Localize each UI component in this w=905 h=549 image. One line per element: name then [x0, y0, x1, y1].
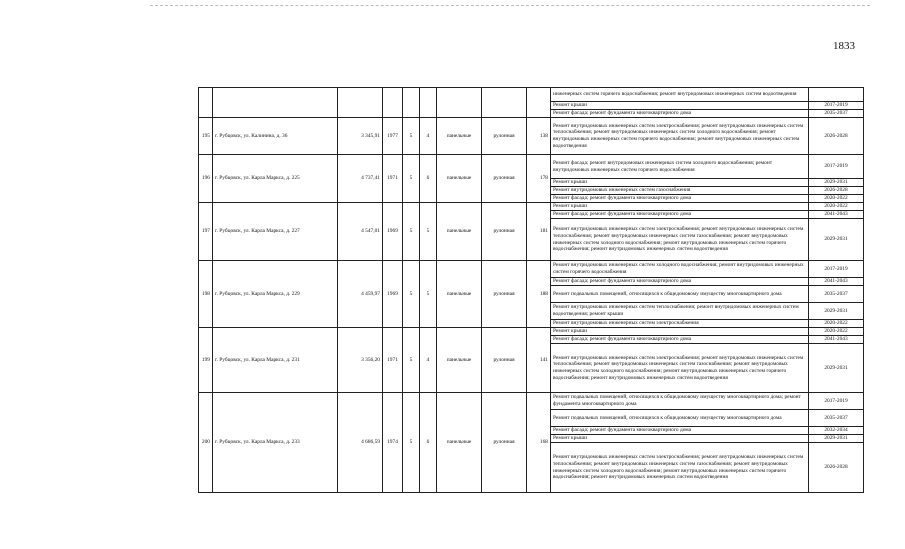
roof-type-cell: рулонная — [482, 155, 527, 203]
roof-type-cell: рулонная — [482, 118, 527, 155]
period-cell: 2017-2019 — [809, 261, 864, 278]
period-cell: 2041-2043 — [809, 211, 864, 219]
period-cell: 2026-2028 — [809, 187, 864, 195]
build-year-cell: 1977 — [383, 118, 403, 155]
empty-cell — [527, 88, 551, 118]
wall-material-cell: панельные — [437, 393, 482, 493]
entrances-cell: 6 — [420, 155, 437, 203]
period-cell: 2029-2031 — [809, 179, 864, 187]
floors-cell: 5 — [403, 393, 420, 493]
period-cell: 2017-2019 — [809, 155, 864, 179]
empty-cell — [199, 88, 213, 118]
work-cell: Ремонт крыши — [551, 203, 809, 211]
period-cell: 2017-2019 — [809, 393, 864, 410]
work-cell: Ремонт крыши — [551, 435, 809, 443]
floors-cell: 5 — [403, 203, 420, 261]
work-cell: Ремонт внутридомовых инженерных систем холодного водоснабжения; ремонт внутридомовых инженерных систем горячего водоснабжения — [551, 261, 809, 278]
period-cell: 2020-2022 — [809, 195, 864, 203]
page-number: 1833 — [833, 40, 855, 52]
house-number-cell: 197 — [199, 203, 213, 261]
work-cell: Ремонт крыши — [551, 179, 809, 187]
work-cell: Ремонт фасада; ремонт фундамента многоквартирного дома — [551, 336, 809, 344]
wall-material-cell: панельные — [437, 328, 482, 393]
repair-schedule-table — [198, 87, 864, 493]
work-cell: инженерных систем горячего водоснабжения; ремонт внутридомовых инженерных систем водоотведения — [551, 88, 809, 102]
work-cell: Ремонт подвальных помещений, относящихся к общедомовому имуществу многоквартирного дома — [551, 286, 809, 303]
period-cell: 2029-2031 — [809, 435, 864, 443]
entrances-cell: 5 — [420, 203, 437, 261]
entrances-cell: 4 — [420, 328, 437, 393]
period-cell: 2020-2022 — [809, 328, 864, 336]
residents-cell: 138 — [527, 118, 551, 155]
house-number-cell: 199 — [199, 328, 213, 393]
period-cell: 2029-2031 — [809, 303, 864, 320]
work-cell: Ремонт фасада; ремонт фундамента многоквартирного дома — [551, 211, 809, 219]
house-number-cell: 198 — [199, 261, 213, 328]
build-year-cell: 1969 — [383, 261, 403, 328]
period-cell: 2026-2028 — [809, 118, 864, 155]
work-cell: Ремонт подвальных помещений, относящихся к общедомовому имуществу многоквартирного дома — [551, 410, 809, 427]
work-cell: Ремонт внутридомовых инженерных систем электроснабжения; ремонт внутридомовых инженерных систем теплоснабжения; ремонт внутридомовых инженерных систем газоснабжения; ремонт внутридомовых инженерных систем холодного водоснабжения; ремонт внутридомовых инженерных систем горячего водоснабжения; ремонт внутридомовых инженерных систем водоотведения — [551, 219, 809, 261]
area-cell: 4 459,97 — [338, 261, 383, 328]
area-cell: 3 356,20 — [338, 328, 383, 393]
period-cell: 2029-2031 — [809, 219, 864, 261]
address-cell: г. Рубцовск, ул. Карла Маркса, д. 229 — [213, 261, 338, 328]
work-cell: Ремонт внутридомовых инженерных систем газоснабжения — [551, 187, 809, 195]
residents-cell: 178 — [527, 155, 551, 203]
floors-cell: 5 — [403, 328, 420, 393]
work-cell: Ремонт внутридомовых инженерных систем электроснабжения — [551, 320, 809, 328]
empty-cell — [338, 88, 383, 118]
roof-type-cell: рулонная — [482, 261, 527, 328]
area-cell: 4 737,41 — [338, 155, 383, 203]
table-body — [199, 88, 864, 493]
work-cell: Ремонт внутридомовых инженерных систем электроснабжения; ремонт внутридомовых инженерных систем теплоснабжения; ремонт внутридомовых инженерных систем газоснабжения; ремонт внутридомовых инженерных систем холодного водоснабжения; ремонт внутридомовых инженерных систем горячего водоснабжения; ремонт внутридомовых инженерных систем водоотведения — [551, 344, 809, 393]
table-row — [199, 393, 864, 410]
wall-material-cell: панельные — [437, 261, 482, 328]
work-cell: Ремонт фасада; ремонт фундамента многоквартирного дома — [551, 195, 809, 203]
table-row — [199, 261, 864, 278]
roof-type-cell: рулонная — [482, 393, 527, 493]
house-number-cell: 196 — [199, 155, 213, 203]
table-row — [199, 203, 864, 211]
table-row — [199, 155, 864, 179]
period-cell: 2035-2037 — [809, 286, 864, 303]
empty-cell — [420, 88, 437, 118]
area-cell: 4 686,59 — [338, 393, 383, 493]
empty-cell — [403, 88, 420, 118]
empty-cell — [482, 88, 527, 118]
period-cell: 2020-2022 — [809, 320, 864, 328]
period-cell: 2026-2028 — [809, 443, 864, 493]
entrances-cell: 6 — [420, 393, 437, 493]
address-cell: г. Рубцовск, ул. Калинина, д. 36 — [213, 118, 338, 155]
wall-material-cell: панельные — [437, 203, 482, 261]
house-number-cell: 195 — [199, 118, 213, 155]
work-cell: Ремонт подвальных помещений, относящихся к общедомовому имуществу многоквартирного дома; ремонт фундамента многоквартирного дома — [551, 393, 809, 410]
period-cell: 2035-2037 — [809, 410, 864, 427]
wall-material-cell: панельные — [437, 118, 482, 155]
work-cell: Ремонт внутридомовых инженерных систем электроснабжения; ремонт внутридомовых инженерных систем теплоснабжения; ремонт внутридомовых инженерных систем газоснабжения; ремонт внутридомовых инженерных систем холодного водоснабжения; ремонт внутридомовых инженерных систем горячего водоснабжения; ремонт внутридомовых инженерных систем водоотведения — [551, 443, 809, 493]
residents-cell: 188 — [527, 261, 551, 328]
table-row — [199, 88, 864, 102]
floors-cell: 5 — [403, 261, 420, 328]
residents-cell: 181 — [527, 203, 551, 261]
work-cell: Ремонт внутридомовых инженерных систем теплоснабжения; ремонт внутридомовых инженерных систем водоотведения; ремонт крыши — [551, 303, 809, 320]
period-cell: 2029-2031 — [809, 344, 864, 393]
address-cell: г. Рубцовск, ул. Карла Маркса, д. 227 — [213, 203, 338, 261]
floors-cell: 5 — [403, 118, 420, 155]
work-cell: Ремонт фасада; ремонт фундамента многоквартирного дома — [551, 278, 809, 286]
period-cell: 2041-2043 — [809, 278, 864, 286]
house-number-cell: 200 — [199, 393, 213, 493]
address-cell: г. Рубцовск, ул. Карла Маркса, д. 225 — [213, 155, 338, 203]
build-year-cell: 1971 — [383, 328, 403, 393]
period-cell: 2020-2022 — [809, 203, 864, 211]
address-cell: г. Рубцовск, ул. Карла Маркса, д. 233 — [213, 393, 338, 493]
address-cell: г. Рубцовск, ул. Карла Маркса, д. 231 — [213, 328, 338, 393]
build-year-cell: 1971 — [383, 155, 403, 203]
residents-cell: 168 — [527, 393, 551, 493]
work-cell: Ремонт фасада; ремонт внутридомовых инженерных систем холодного водоснабжения; ремонт внутридомовых инженерных систем горячего водоснабжения — [551, 155, 809, 179]
period-cell: 2017-2019 — [809, 102, 864, 110]
period-cell: 2041-2043 — [809, 336, 864, 344]
table-row — [199, 118, 864, 155]
work-cell: Ремонт крыши — [551, 102, 809, 110]
floors-cell: 5 — [403, 155, 420, 203]
work-cell: Ремонт внутридомовых инженерных систем электроснабжения; ремонт внутридомовых инженерных систем теплоснабжения; ремонт внутридомовых инженерных систем холодного водоснабжения; ремонт внутридомовых инженерных систем горячего водоснабжения; ремонт внутридомовых инженерных систем водоотведения — [551, 118, 809, 155]
entrances-cell: 4 — [420, 118, 437, 155]
scan-top-edge — [150, 5, 870, 6]
roof-type-cell: рулонная — [482, 203, 527, 261]
area-cell: 3 345,91 — [338, 118, 383, 155]
empty-cell — [383, 88, 403, 118]
work-cell: Ремонт фасада; ремонт фундамента многоквартирного дома — [551, 427, 809, 435]
work-cell: Ремонт фасада; ремонт фундамента многоквартирного дома — [551, 110, 809, 118]
wall-material-cell: панельные — [437, 155, 482, 203]
roof-type-cell: рулонная — [482, 328, 527, 393]
work-cell: Ремонт крыши — [551, 328, 809, 336]
period-cell — [809, 88, 864, 102]
empty-cell — [213, 88, 338, 118]
period-cell: 2035-2037 — [809, 110, 864, 118]
table-row — [199, 328, 864, 336]
build-year-cell: 1974 — [383, 393, 403, 493]
period-cell: 2032-2034 — [809, 427, 864, 435]
residents-cell: 141 — [527, 328, 551, 393]
empty-cell — [437, 88, 482, 118]
area-cell: 4 547,01 — [338, 203, 383, 261]
build-year-cell: 1969 — [383, 203, 403, 261]
entrances-cell: 5 — [420, 261, 437, 328]
